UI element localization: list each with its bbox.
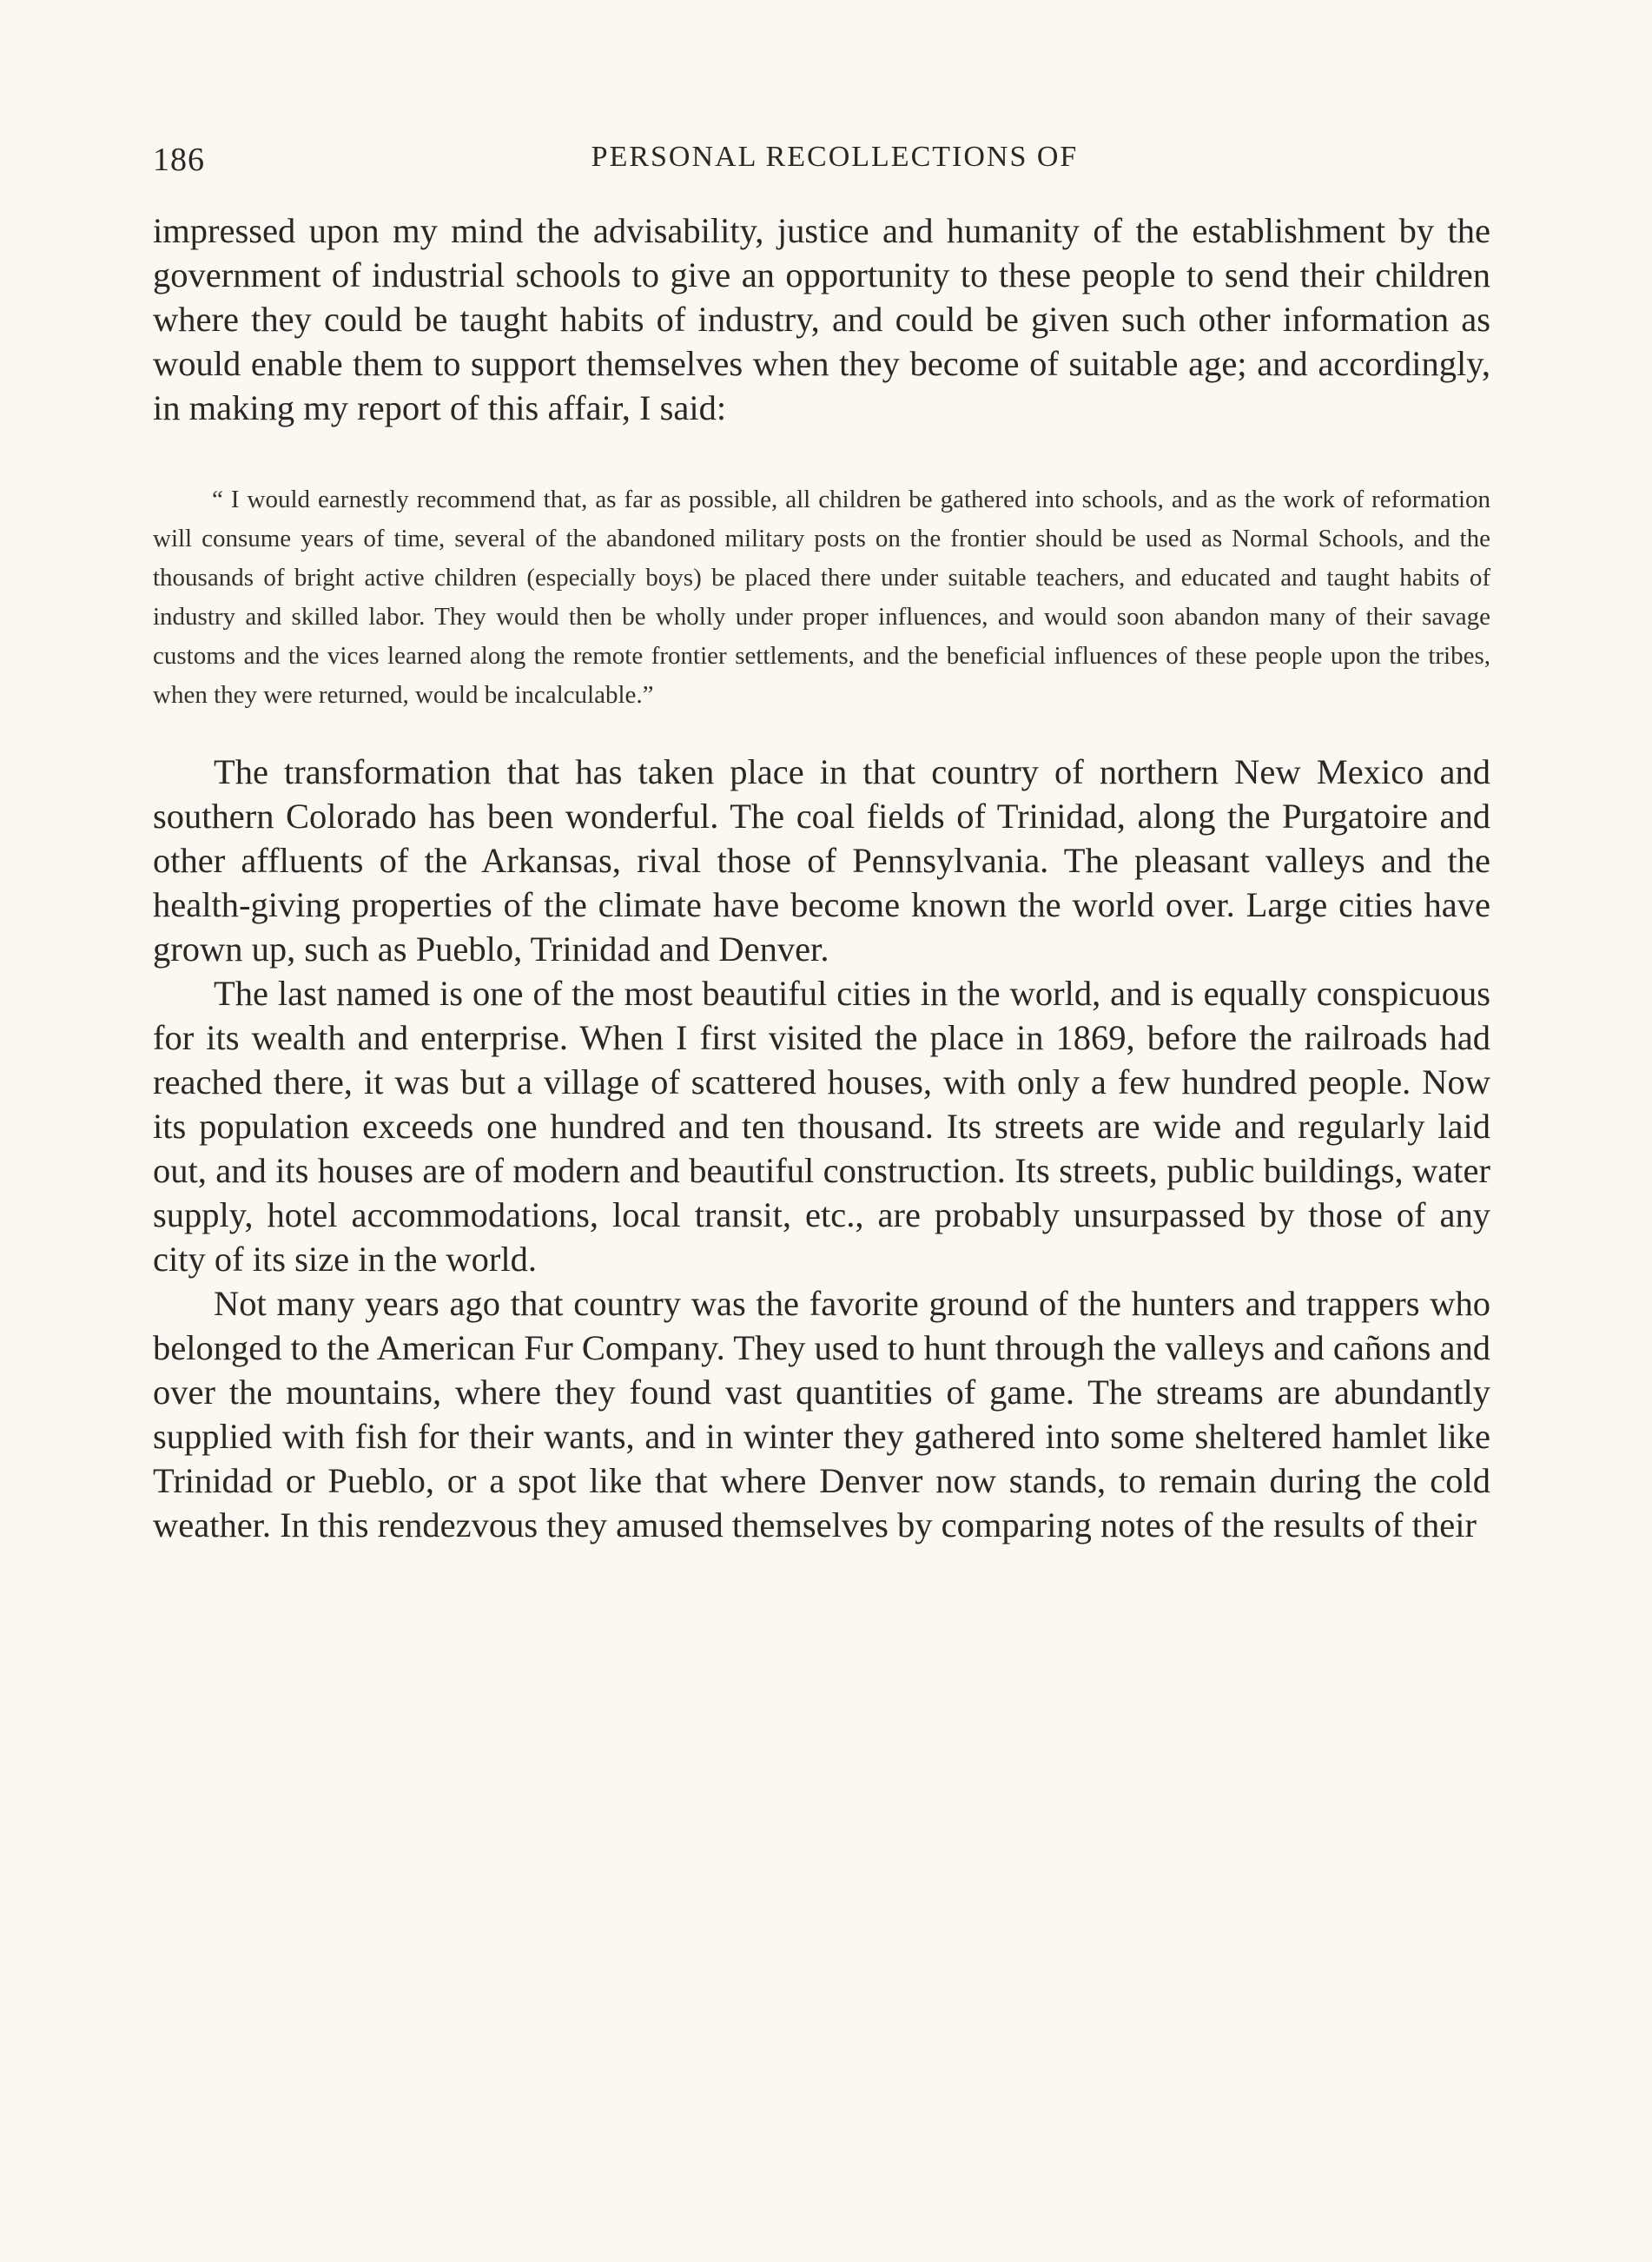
page-number: 186 <box>153 142 205 178</box>
paragraph-denver: The last named is one of the most beautiful cities in the world, and is equally conspicuous for its wealth and enterprise. When I first visited the place in 1869, before the railroads had reached there, it was but a village of scattered houses, with only a few hundred people. Now its population exceeds one hundred and ten thousand. Its streets are wide and regularly laid out, and its houses are of modern and beautiful construction. Its streets, public buildings, water supply, hotel accommodations, local transit, etc., are probably unsurpassed by those of any city of its size in the world. <box>153 974 1490 1279</box>
paragraph-continued: impressed upon my mind the advisability, justice and humanity of the establishment by the government of industrial schools to give an opportunity to these people to send their children where they could be taught habits of industry, and could be given such other information as would enable them to support themselves when they become of suitable age; and accordingly, in making my report of this affair, I said: <box>153 211 1490 427</box>
paragraph-hunters: Not many years ago that country was the favorite ground of the hunters and trappers who belonged to the American Fur Company. They used to hunt through the valleys and cañons and over the mountains, where they found vast quantities of game. The streams are abundantly supplied with fish for their wants, and in winter they gathered into some sheltered hamlet like Trinidad or Pueblo, or a spot like that where Denver now stands, to remain during the cold weather. In this rendezvous they amused themselves by comparing notes of the results of their <box>153 1284 1490 1544</box>
running-title: PERSONAL RECOLLECTIONS OF <box>591 141 1079 173</box>
running-head <box>153 130 1490 182</box>
paragraph-transformation: The transformation that has taken place in that country of northern New Mexico and southern Colorado has been wonderful. The coal fields of Trinidad, along the Purgatoire and other affluents of the Arkansas, rival those of Pennsylvania. The pleasant valleys and the health-giving properties of the climate have become known the world over. Large cities have grown up, such as Pueblo, Trinidad and Denver. <box>153 752 1490 969</box>
block-quote: “ I would earnestly recommend that, as far as possible, all children be gathered into schools, and as the work of reformation will consume years of time, several of the abandoned military posts on the frontier should be used as Normal Schools, and the thousands of bright active children (especially boys) be placed there under suitable teachers, and educated and taught habits of industry and skilled labor. They would then be wholly under proper influences, and would soon abandon many of their savage customs and the vices learned along the remote frontier settlements, and the beneficial influences of these people upon the tribes, when they were returned, would be incalculable.” <box>153 486 1490 709</box>
body-text <box>153 208 1490 1547</box>
book-page <box>153 130 1490 1547</box>
